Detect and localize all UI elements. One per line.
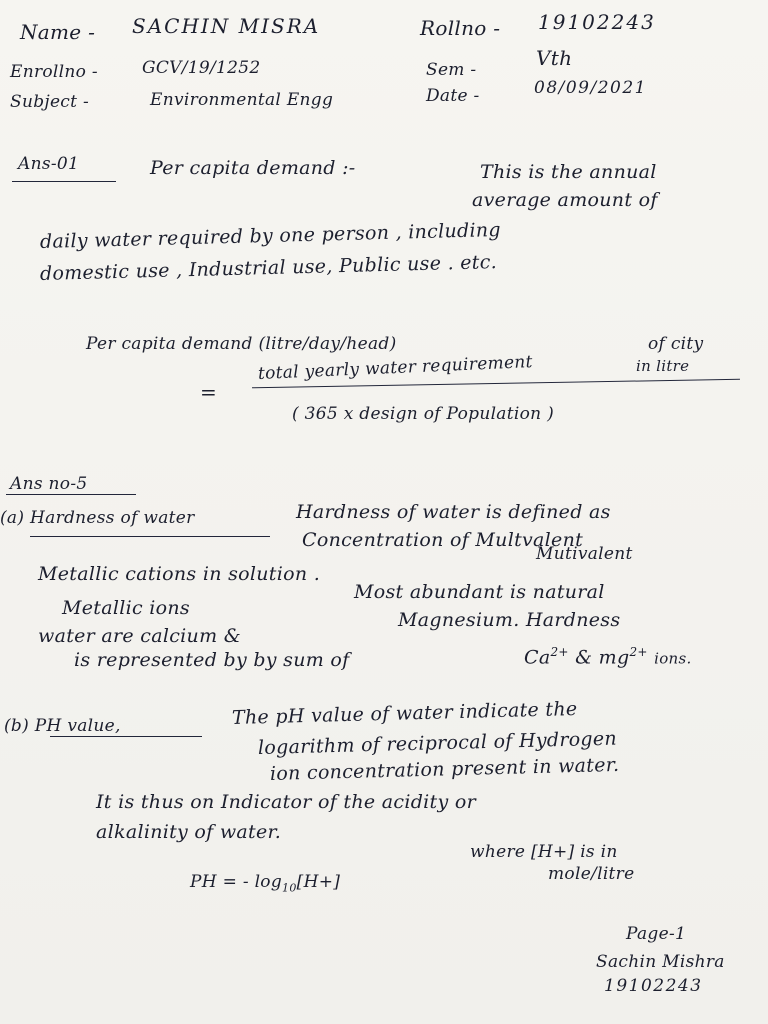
hardness-line-8: Magnesium. Hardness xyxy=(398,609,621,631)
ph-line-5: alkalinity of water. xyxy=(96,821,282,843)
ion-calcium-charge: 2+ xyxy=(550,645,569,659)
sem-label: Sem - xyxy=(426,60,477,80)
subject-value: Environmental Engg xyxy=(150,90,334,110)
date-label: Date - xyxy=(426,86,480,106)
ph-formula-bracket: [H+] xyxy=(296,872,341,892)
hardness-line-9: is represented by by sum of xyxy=(74,649,350,671)
enrollno-value: GCV/19/1252 xyxy=(142,58,261,78)
ans1-line-1: Per capita demand :- xyxy=(150,157,356,179)
ph-line-1: The pH value of water indicate the xyxy=(231,697,578,729)
ph-formula xyxy=(190,870,340,900)
formula-title: Per capita demand (litre/day/head) xyxy=(86,334,397,354)
ans1-label: Ans-01 xyxy=(18,154,80,174)
rollno-label: Rollno - xyxy=(420,16,501,40)
ph-label: (b) PH value, xyxy=(4,716,121,736)
sem-value: Vth xyxy=(536,46,573,70)
footer-signature-name: Sachin Mishra xyxy=(596,952,725,972)
page-number: Page-1 xyxy=(626,924,687,944)
ans5-label: Ans no-5 xyxy=(10,474,88,494)
ph-line-3: ion concentration present in water. xyxy=(269,753,620,785)
subject-label: Subject - xyxy=(10,92,90,112)
ans1-line-4: daily water required by one person , including xyxy=(39,218,502,253)
enrollno-label: Enrollno - xyxy=(10,62,98,82)
name-value: SACHIN MISRA xyxy=(132,14,321,38)
ion-magnesium: mg xyxy=(598,646,630,669)
ph-line-2: logarithm of reciprocal of Hydrogen xyxy=(257,727,618,759)
formula-equals: = xyxy=(200,380,218,404)
ion-magnesium-charge: 2+ xyxy=(629,645,648,659)
ans1-underline xyxy=(12,181,116,182)
formula-denominator: ( 365 x design of Population ) xyxy=(292,404,555,424)
ion-and: & xyxy=(575,646,593,669)
ph-underline xyxy=(50,736,202,737)
ion-end: ions. xyxy=(654,649,692,668)
hardness-line-6: Most abundant is natural xyxy=(354,581,605,603)
hardness-line-5: Metallic ions xyxy=(62,597,190,619)
hardness-line-1: Hardness of water is defined as xyxy=(296,501,611,523)
rollno-value: 19102243 xyxy=(538,10,656,34)
date-value: 08/09/2021 xyxy=(534,78,647,98)
hardness-line-3: Metallic cations in solution . xyxy=(38,563,321,585)
hardness-line-7: water are calcium & xyxy=(38,625,241,647)
hardness-ions xyxy=(524,640,692,670)
footer-roll: 19102243 xyxy=(604,976,703,996)
ans1-line-3: average amount of xyxy=(472,189,658,211)
hardness-line-2: Concentration of Multvalent xyxy=(302,529,584,551)
formula-numerator-city: of city xyxy=(648,334,704,354)
hardness-label: (a) Hardness of water xyxy=(0,508,195,528)
ans5-underline xyxy=(6,494,136,495)
hardness-underline xyxy=(30,536,270,537)
ph-line-4: It is thus on Indicator of the acidity or xyxy=(96,791,476,813)
name-label: Name - xyxy=(20,20,96,44)
ans1-line-5: domestic use , Industrial use, Public use . etc. xyxy=(39,251,498,285)
formula-numerator-unit: in litre xyxy=(636,357,690,375)
hardness-line-4: Mutivalent xyxy=(536,544,633,564)
ph-unit: mole/litre xyxy=(548,864,635,884)
ans1-line-2: This is the annual xyxy=(480,161,657,183)
ion-calcium: Ca xyxy=(524,646,551,669)
ph-formula-main: PH = - log xyxy=(190,872,283,892)
formula-numerator: total yearly water requirement xyxy=(257,352,534,384)
ph-formula-base: 10 xyxy=(282,881,297,895)
ph-where: where [H+] is in xyxy=(470,842,618,862)
